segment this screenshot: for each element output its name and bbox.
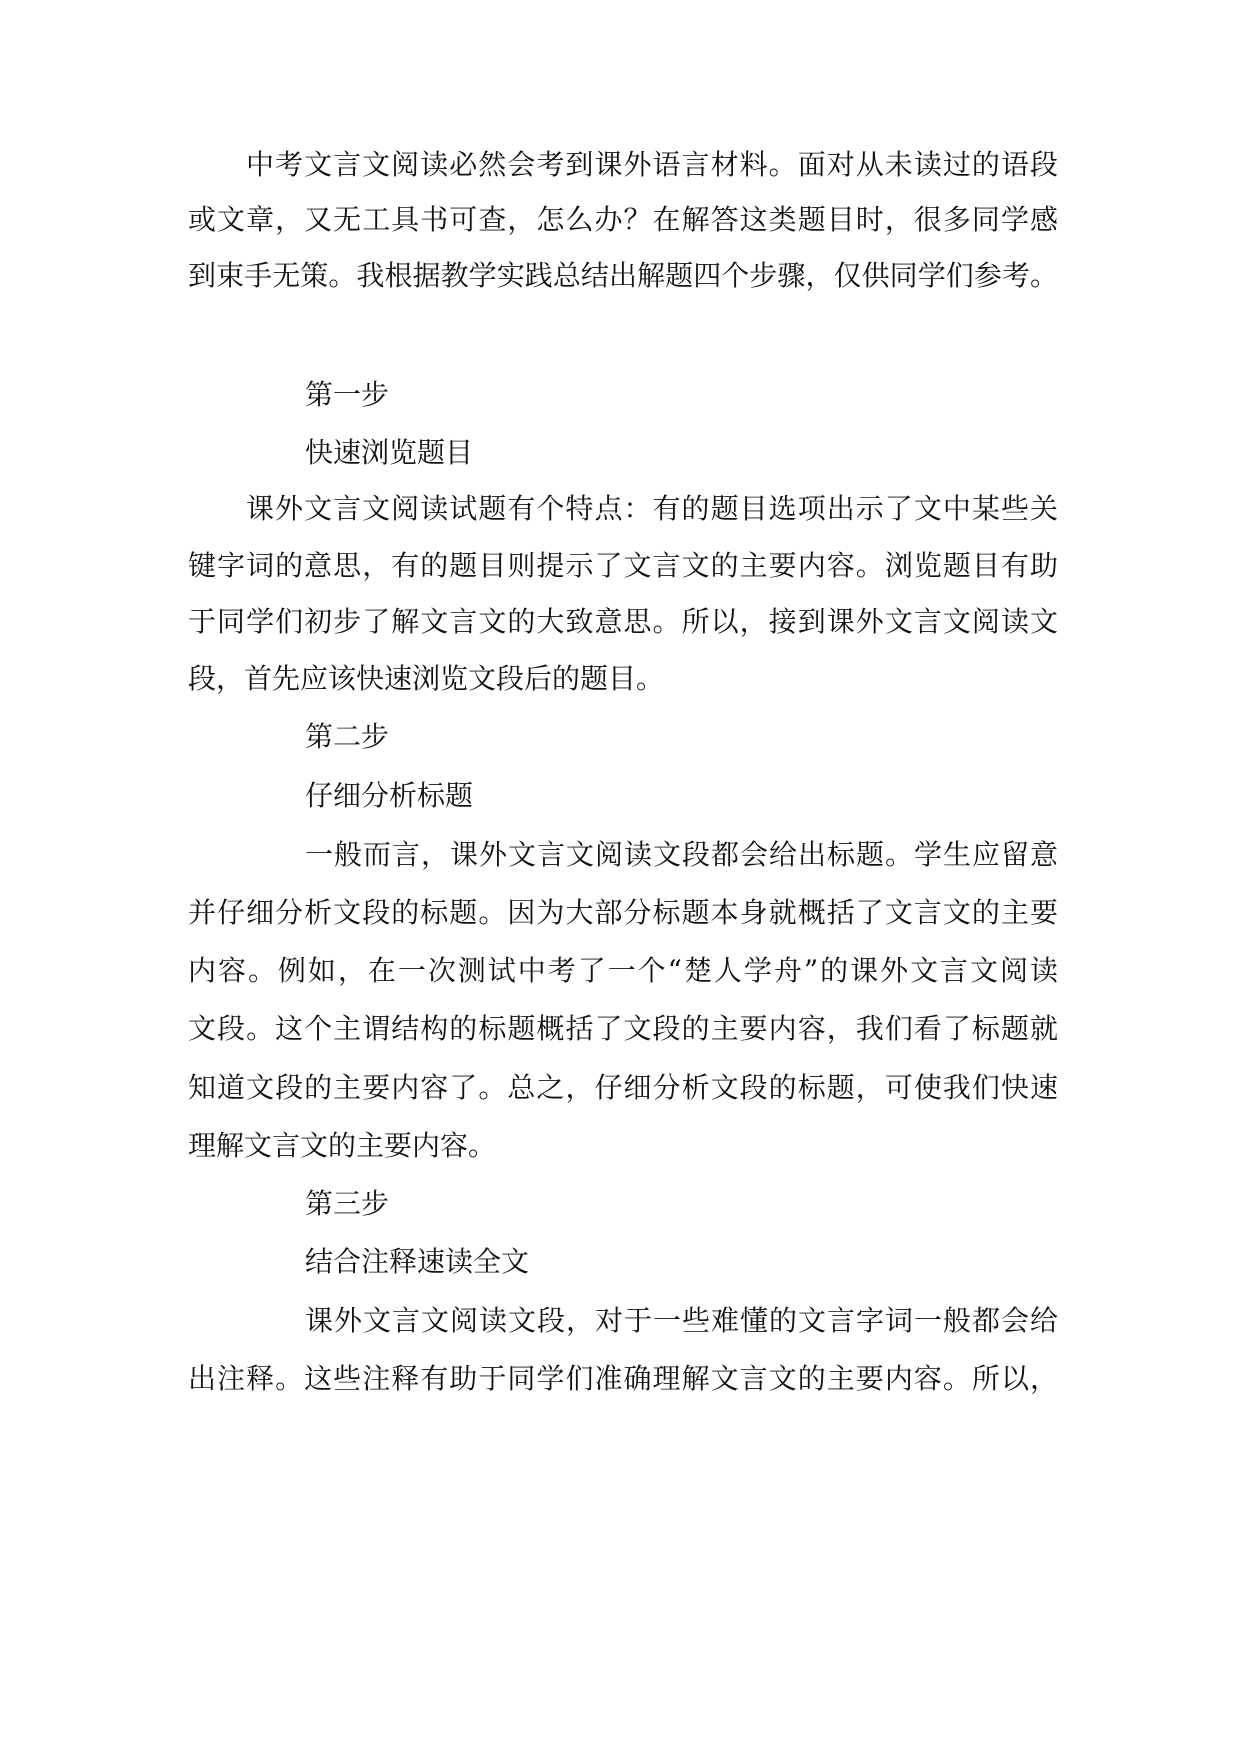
step2-line-4: 文段。这个主谓结构的标题概括了文段的主要内容，我们看了标题就 xyxy=(188,1012,1058,1045)
step2-line-3: 内容。例如，在一次测试中考了一个“楚人学舟”的课外文言文阅读 xyxy=(188,954,1058,987)
step2-line-5: 知道文段的主要内容了。总之，仔细分析文段的标题，可使我们快速 xyxy=(188,1071,1058,1104)
intro-line-2: 或文章，又无工具书可查，怎么办？在解答这类题目时，很多同学感 xyxy=(188,203,1058,236)
intro-line-3: 到束手无策。我根据教学实践总结出解题四个步骤，仅供同学们参考。 xyxy=(188,259,1058,292)
step3-line-2: 出注释。这些注释有助于同学们准确理解文言文的主要内容。所以， xyxy=(188,1362,1058,1395)
step2-line-6: 理解文言文的主要内容。 xyxy=(188,1129,497,1162)
step2-line-2: 并仔细分析文段的标题。因为大部分标题本身就概括了文言文的主要 xyxy=(188,896,1058,929)
step2-label: 第二步 xyxy=(305,720,390,753)
step3-line-1: 课外文言文阅读文段，对于一些难懂的文言字词一般都会给 xyxy=(305,1304,1058,1337)
step1-line-2: 键字词的意思，有的题目则提示了文言文的主要内容。浏览题目有助 xyxy=(188,549,1058,582)
step3-title: 结合注释速读全文 xyxy=(305,1245,530,1278)
step1-label: 第一步 xyxy=(305,378,390,411)
step1-line-4: 段，首先应该快速浏览文段后的题目。 xyxy=(188,662,665,695)
intro-line-1: 中考文言文阅读必然会考到课外语言材料。面对从未读过的语段 xyxy=(246,148,1058,181)
step1-line-3: 于同学们初步了解文言文的大致意思。所以，接到课外文言文阅读文 xyxy=(188,605,1058,638)
step2-title: 仔细分析标题 xyxy=(305,779,474,812)
step1-title: 快速浏览题目 xyxy=(305,436,474,469)
step1-line-1: 课外文言文阅读试题有个特点：有的题目选项出示了文中某些关 xyxy=(246,492,1058,525)
step2-line-1: 一般而言，课外文言文阅读文段都会给出标题。学生应留意 xyxy=(305,838,1058,871)
step3-label: 第三步 xyxy=(305,1187,390,1220)
